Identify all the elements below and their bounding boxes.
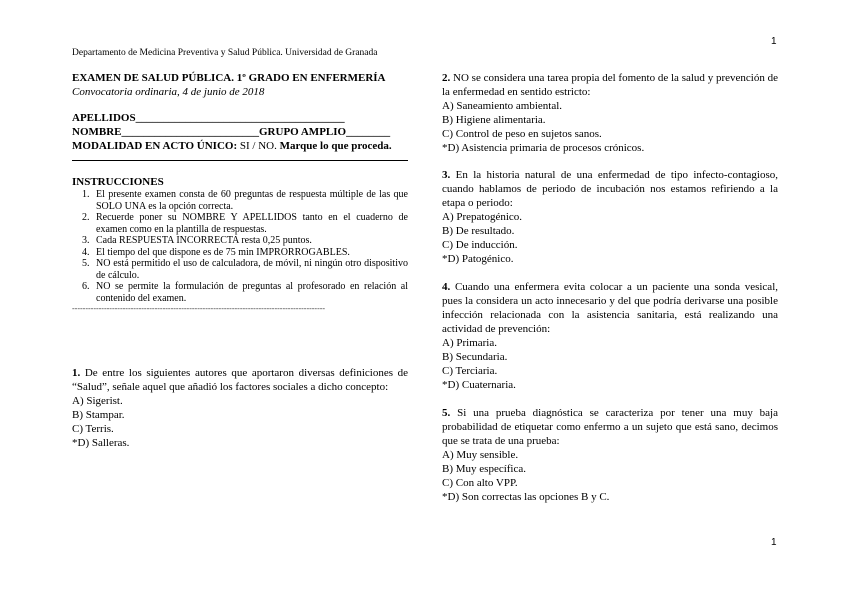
nombre-field[interactable]: NOMBRE_________________________GRUPO AMPLIO________: [72, 126, 391, 138]
option-c: C) Con alto VPP.: [442, 477, 518, 489]
option-b: B) Muy específica.: [442, 463, 526, 475]
department-header: Departamento de Medicina Preventiva y Salud Pública. Universidad de Granada: [72, 48, 378, 58]
modalidad-choice[interactable]: SI / NO.: [237, 140, 280, 152]
question-4: [442, 280, 778, 392]
option-a: A) Primaria.: [442, 337, 497, 349]
question-number: 2.: [442, 72, 451, 84]
option-d: *D) Cuaternaria.: [442, 379, 516, 391]
question-text: De entre los siguientes autores que aportaron diversas definiciones de “Salud”, señale aquel que añadió los factores sociales a dicho concepto:: [72, 367, 408, 393]
option-d: *D) Son correctas las opciones B y C.: [442, 491, 610, 503]
instruction-item: 6. NO se permite la formulación de preguntas al profesorado en relación al contenido del examen.: [82, 281, 408, 304]
page-number-top: 1: [771, 36, 777, 47]
question-5: [442, 406, 778, 504]
instructions-list: [72, 189, 408, 304]
option-a: A) Muy sensible.: [442, 449, 519, 461]
question-3: [442, 168, 778, 266]
option-b: B) Stampar.: [72, 409, 125, 421]
modalidad-label: MODALIDAD EN ACTO ÚNICO:: [72, 140, 238, 152]
exam-call: Convocatoria ordinaria, 4 de junio de 2018: [72, 86, 265, 98]
instruction-item: 5. NO está permitido el uso de calculadora, de móvil, ni ningún otro dispositivo de cálculo.: [82, 258, 408, 281]
question-text: Si una prueba diagnóstica se caracteriza por tener una muy baja probabilidad de etiquetar como enfermo a un sujeto que está sano, decimos que se trata de una prueba:: [442, 407, 778, 447]
option-c: C) Terciaria.: [442, 365, 498, 377]
modalidad-line: [72, 139, 408, 153]
instructions-section: [72, 175, 408, 314]
exam-title: EXAMEN DE SALUD PÚBLICA. 1º GRADO EN ENFERMERÍA: [72, 72, 386, 84]
instruction-item: 2. Recuerde poner su NOMBRE Y APELLIDOS tanto en el cuaderno de examen como en la plantilla de respuestas.: [82, 212, 408, 235]
option-c: C) Terris.: [72, 423, 114, 435]
option-d: *D) Salleras.: [72, 437, 130, 449]
option-d: *D) Patogénico.: [442, 253, 514, 265]
option-d: *D) Asistencia primaria de procesos crónicos.: [442, 142, 645, 154]
instruction-item: 1. El presente examen consta de 60 preguntas de respuesta múltiple de las que SOLO UNA es la opción correcta.: [82, 189, 408, 212]
instruction-item: 4. El tiempo del que dispone es de 75 min IMPRORROGABLES.: [82, 246, 350, 258]
option-b: B) Secundaria.: [442, 351, 508, 363]
instructions-title: INSTRUCCIONES: [72, 176, 164, 188]
option-a: A) Prepatogénico.: [442, 211, 523, 223]
left-column: [72, 71, 408, 153]
question-1: [72, 366, 408, 450]
option-a: A) Sigerist.: [72, 395, 123, 407]
option-b: B) Higiene alimentaria.: [442, 114, 546, 126]
modalidad-instruction: Marque lo que proceda.: [279, 140, 392, 152]
apellidos-field[interactable]: APELLIDOS______________________________________: [72, 112, 345, 124]
question-2: [442, 71, 778, 155]
question-text: En la historia natural de una enfermedad de tipo infecto-contagioso, cuando hablamos de periodo de incubación nos estamos refiriendo a la etapa o periodo:: [442, 169, 778, 209]
question-number: 1.: [72, 367, 81, 379]
question-number: 5.: [442, 407, 451, 419]
instruction-item: 3. Cada RESPUESTA INCORRECTA resta 0,25 puntos.: [82, 235, 312, 246]
option-c: C) De inducción.: [442, 239, 518, 251]
option-a: A) Saneamiento ambiental.: [442, 100, 563, 112]
section-divider: [72, 160, 408, 161]
option-c: C) Control de peso en sujetos sanos.: [442, 128, 602, 140]
question-number: 3.: [442, 169, 451, 181]
question-text: Cuando una enfermera evita colocar a un paciente una sonda vesical, pues la considera un acto innecesario y del que podría derivarse una posible infección relacionada con la asistencia sanitaria, está realizando una actividad de prevención:: [442, 281, 778, 335]
page-number-bottom: 1: [771, 537, 777, 548]
question-text: NO se considera una tarea propia del fomento de la salud y prevención de la enfermedad en sentido estricto:: [442, 72, 778, 98]
question-number: 4.: [442, 281, 451, 293]
instructions-separator: -----------------------------------------------------------------------------------------------: [72, 304, 326, 313]
option-b: B) De resultado.: [442, 225, 515, 237]
